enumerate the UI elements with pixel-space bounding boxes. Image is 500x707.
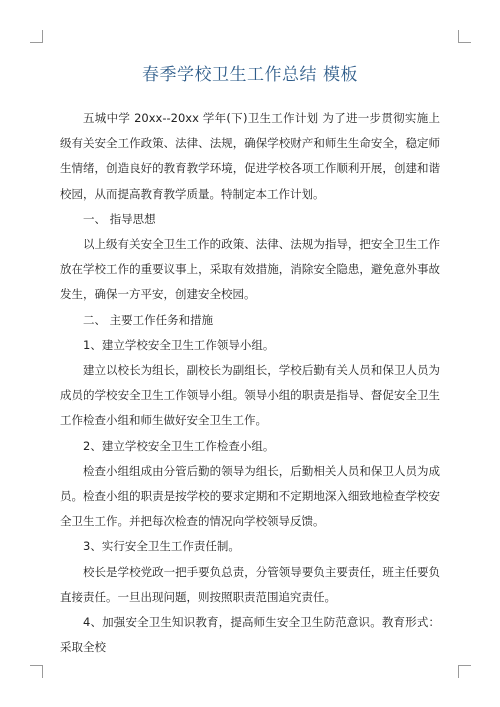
crop-mark-top-left — [30, 30, 43, 43]
paragraph-inspection-group: 检查小组组成由分管后勤的领导为组长，后勤相关人员和保卫人员为成员。检查小组的职责是按学校的要求定期和不定期地深入细致地检查学校安全卫生工作。并把每次检查的情况向学校领导反馈。 — [60, 463, 440, 529]
crop-mark-bottom-right — [458, 665, 471, 678]
subheading-safety-education: 4、加强安全卫生知识教育，提高师生安全卫生防范意识。教育形式：采取全校 — [60, 615, 440, 655]
subheading-inspection-group: 2、建立学校安全卫生工作检查小组。 — [83, 438, 275, 453]
document-body — [60, 106, 440, 660]
crop-mark-bottom-left — [30, 665, 43, 678]
document-title: 春季学校卫生工作总结 模板 — [142, 65, 358, 85]
paragraph-intro: 五城中学 20xx--20xx 学年(下)卫生工作计划 为了进一步贯彻实施上级有关安全工作政策、法律、法规，确保学校财产和师生生命安全，稳定师生情绪，创造良好的教育教学环境，促进学校各项工作顺利开展，创建和谐校园，从而提高教育教学质量。特制定本工作计划。 — [60, 111, 440, 201]
paragraph-guiding-ideology: 以上级有关安全卫生工作的政策、法律、法规为指导，把安全卫生工作放在学校工作的重要议事上，采取有效措施，消除安全隐患，避免意外事故发生，确保一方平安，创建安全校园。 — [60, 237, 440, 302]
heading-guiding-ideology: 一、 指导思想 — [83, 211, 156, 226]
paragraph-responsibility-system: 校长是学校党政一把手要负总责，分管领导要负主要责任，班主任要负直接责任。一旦出现问题，则按照职责范围追究责任。 — [60, 564, 440, 604]
paragraph-leadership-group: 建立以校长为组长，副校长为副组长，学校后勤有关人员和保卫人员为成员的学校安全卫生工作领导小组。领导小组的职责是指导、督促安全卫生工作检查小组和师生做好安全卫生工作。 — [60, 363, 440, 428]
subheading-responsibility-system: 3、实行安全卫生工作责任制。 — [83, 539, 240, 554]
crop-mark-top-right — [458, 30, 471, 43]
subheading-leadership-group: 1、建立学校安全卫生工作领导小组。 — [83, 337, 275, 352]
heading-main-tasks: 二、 主要工作任务和措施 — [83, 312, 214, 327]
